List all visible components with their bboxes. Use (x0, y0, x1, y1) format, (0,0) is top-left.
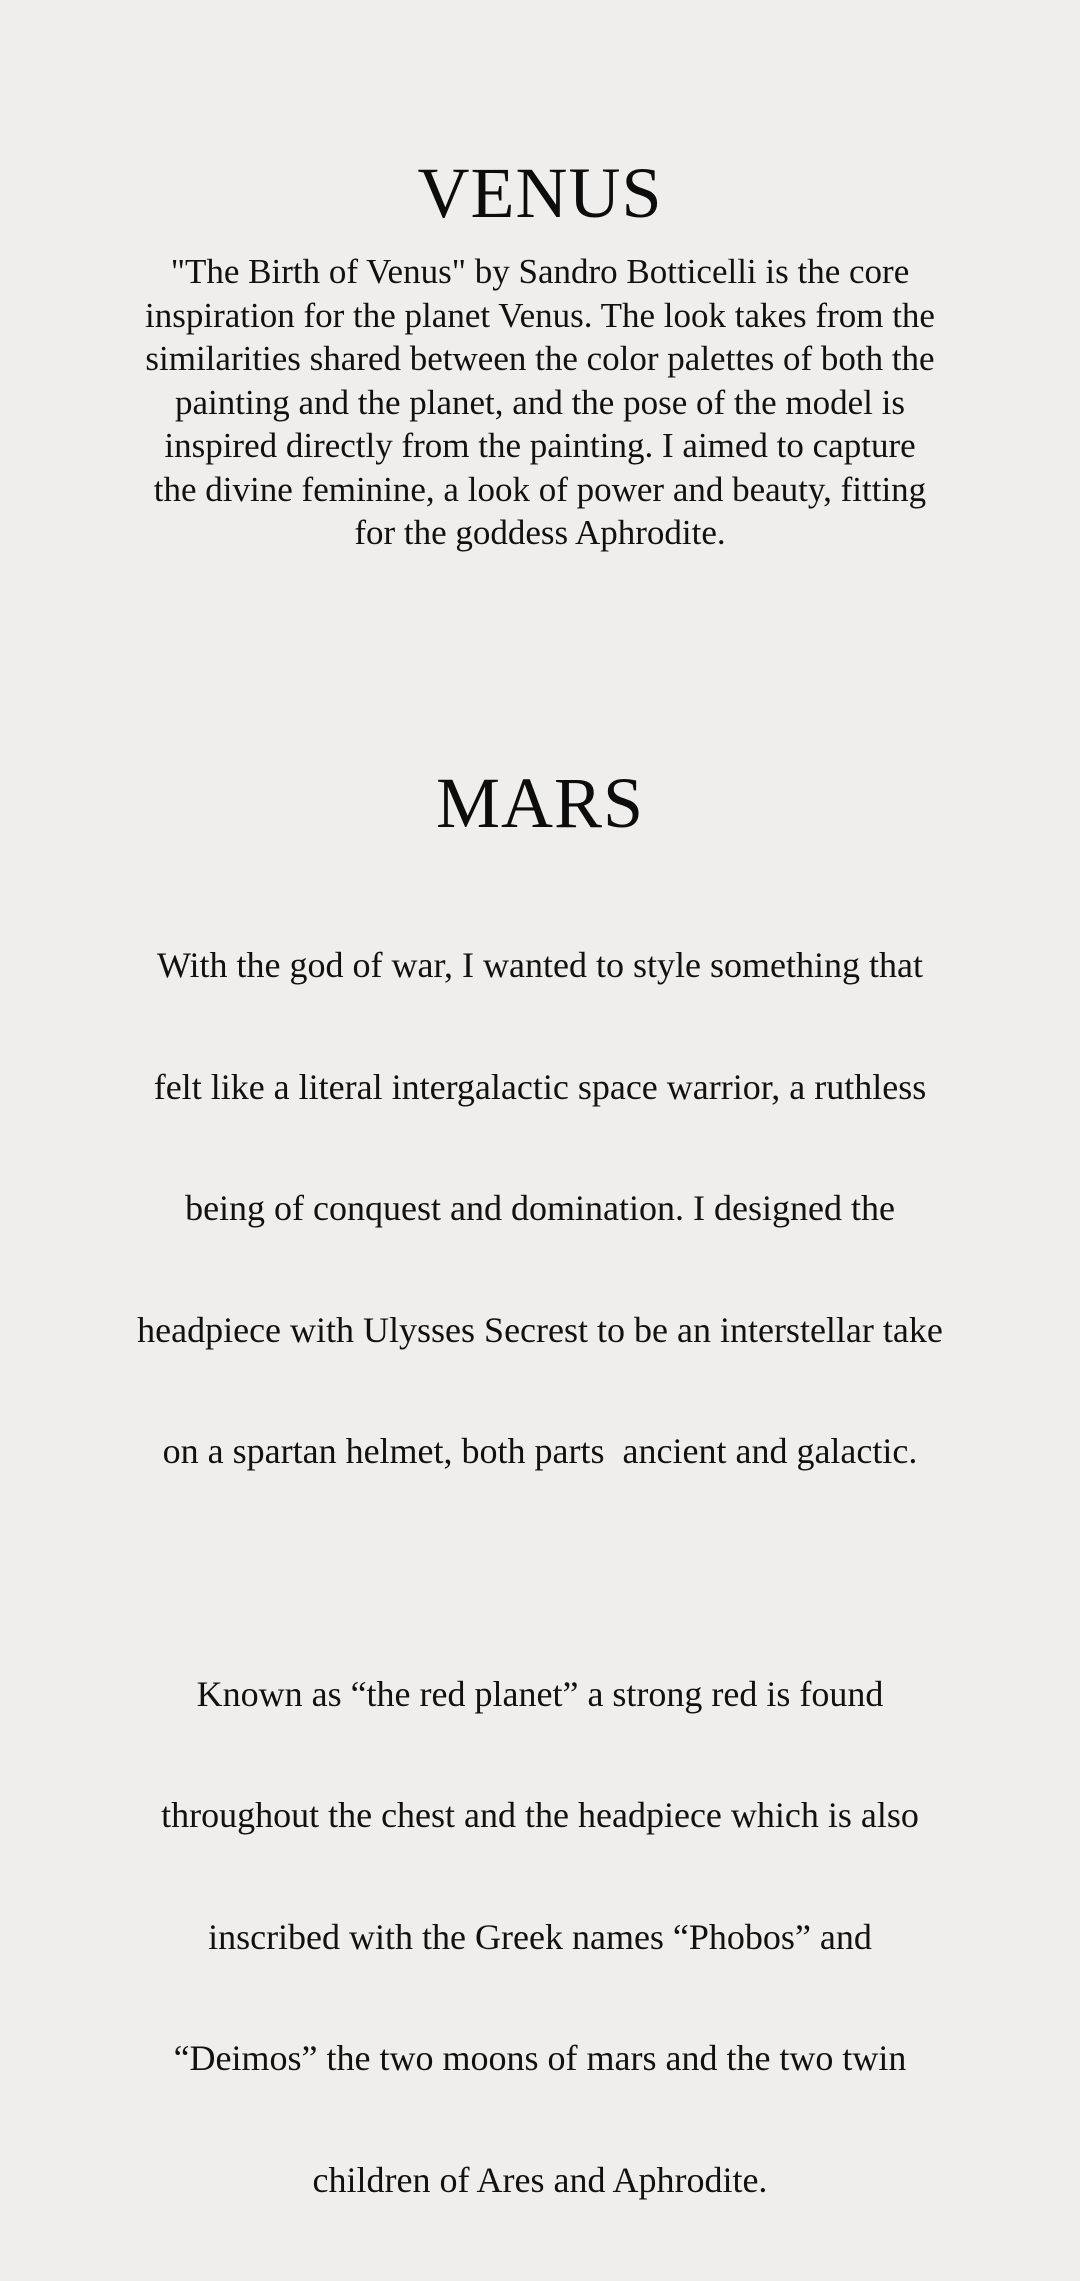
mars-line: felt like a literal intergalactic space warrior, a ruthless (40, 1067, 1040, 1108)
venus-line: the divine feminine, a look of power and beauty, fitting (40, 468, 1040, 512)
mars-line: being of conquest and domination. I designed the (40, 1188, 1040, 1229)
mars-line: children of Ares and Aphrodite. (40, 2160, 1040, 2201)
venus-line: "The Birth of Venus" by Sandro Botticelli is the core (40, 250, 1040, 294)
venus-line: similarities shared between the color palettes of both the (40, 337, 1040, 381)
venus-line: painting and the planet, and the pose of the model is (40, 381, 1040, 425)
venus-description (40, 250, 1040, 555)
mars-line: throughout the chest and the headpiece which is also (40, 1795, 1040, 1836)
mars-section (40, 760, 1040, 2281)
mars-line: With the god of war, I wanted to style something that (40, 945, 1040, 986)
mars-title: MARS (40, 760, 1040, 846)
mars-line: on a spartan helmet, both parts ancient and galactic. (40, 1431, 1040, 1472)
venus-line: for the goddess Aphrodite. (40, 511, 1040, 555)
mars-paragraph-2 (40, 1593, 1040, 2281)
mars-paragraph-1 (40, 864, 1040, 1553)
venus-title: VENUS (40, 150, 1040, 236)
venus-line: inspiration for the planet Venus. The look takes from the (40, 294, 1040, 338)
venus-line: inspired directly from the painting. I aimed to capture (40, 424, 1040, 468)
mars-line: “Deimos” the two moons of mars and the two twin (40, 2038, 1040, 2079)
mars-line: Known as “the red planet” a strong red is found (40, 1674, 1040, 1715)
mars-line: headpiece with Ulysses Secrest to be an interstellar take (40, 1310, 1040, 1351)
venus-section (40, 150, 1040, 555)
mars-line: inscribed with the Greek names “Phobos” and (40, 1917, 1040, 1958)
